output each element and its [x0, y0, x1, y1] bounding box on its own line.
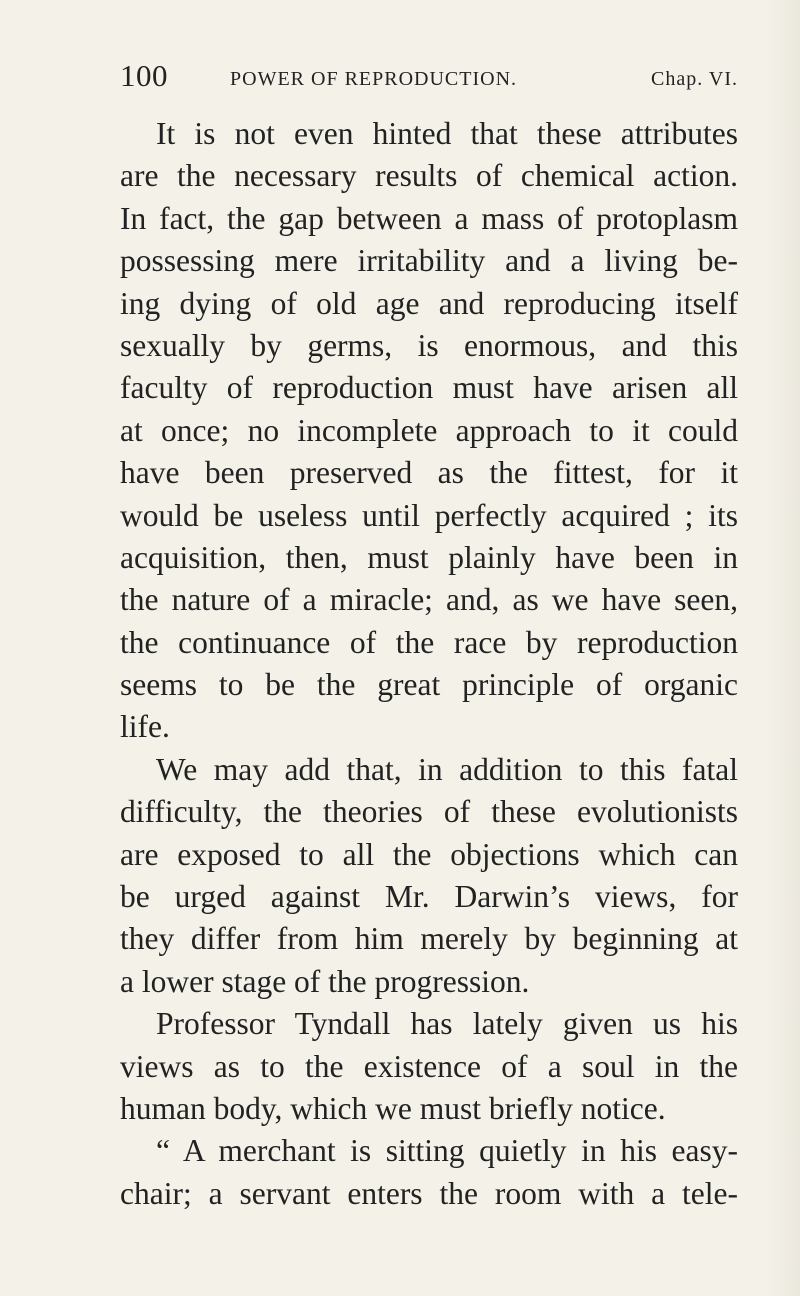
text-line: acquisition, then, must plainly have been in	[120, 539, 738, 575]
text-line: views as to the existence of a soul in the	[120, 1048, 738, 1084]
text-line: the nature of a miracle; and, as we have seen,	[120, 582, 738, 618]
text-line: chair; a servant enters the room with a tele-	[120, 1175, 738, 1211]
text-line: “ A merchant is sitting quietly in his easy-	[156, 1133, 738, 1169]
text-line: faculty of reproduction must have arisen all	[120, 370, 738, 406]
body-text	[120, 113, 738, 1215]
text-line: seems to be the great principle of organic	[120, 667, 738, 703]
chapter-label: Chap. VI.	[651, 68, 738, 90]
text-line: are the necessary results of chemical action.	[120, 158, 738, 194]
text-line: Professor Tyndall has lately given us his	[156, 1006, 738, 1042]
text-line: are exposed to all the objections which can	[120, 836, 738, 872]
running-head	[120, 58, 738, 98]
text-line: sexually by germs, is enormous, and this	[120, 327, 738, 363]
text-line: In fact, the gap between a mass of protoplasm	[120, 200, 738, 236]
page-number: 100	[120, 58, 168, 93]
text-line: would be useless until perfectly acquired ; its	[120, 497, 738, 533]
text-line: the continuance of the race by reproduction	[120, 624, 738, 660]
text-line: have been preserved as the fittest, for it	[120, 455, 738, 491]
text-line: a lower stage of the progression.	[120, 963, 530, 999]
text-line: It is not even hinted that these attributes	[156, 116, 738, 151]
text-line: possessing mere irritability and a living be-	[120, 243, 738, 279]
text-line: We may add that, in addition to this fatal	[156, 751, 738, 787]
text-line: difficulty, the theories of these evolutionists	[120, 794, 738, 830]
text-line: ing dying of old age and reproducing itself	[120, 285, 738, 321]
text-line: at once; no incomplete approach to it could	[120, 412, 738, 448]
text-line: they differ from him merely by beginning at	[120, 921, 738, 957]
running-title: POWER OF REPRODUCTION.	[230, 68, 518, 90]
text-line: life.	[120, 709, 170, 745]
text-line: be urged against Mr. Darwin’s views, for	[120, 879, 738, 915]
text-line: human body, which we must briefly notice.	[120, 1090, 666, 1126]
